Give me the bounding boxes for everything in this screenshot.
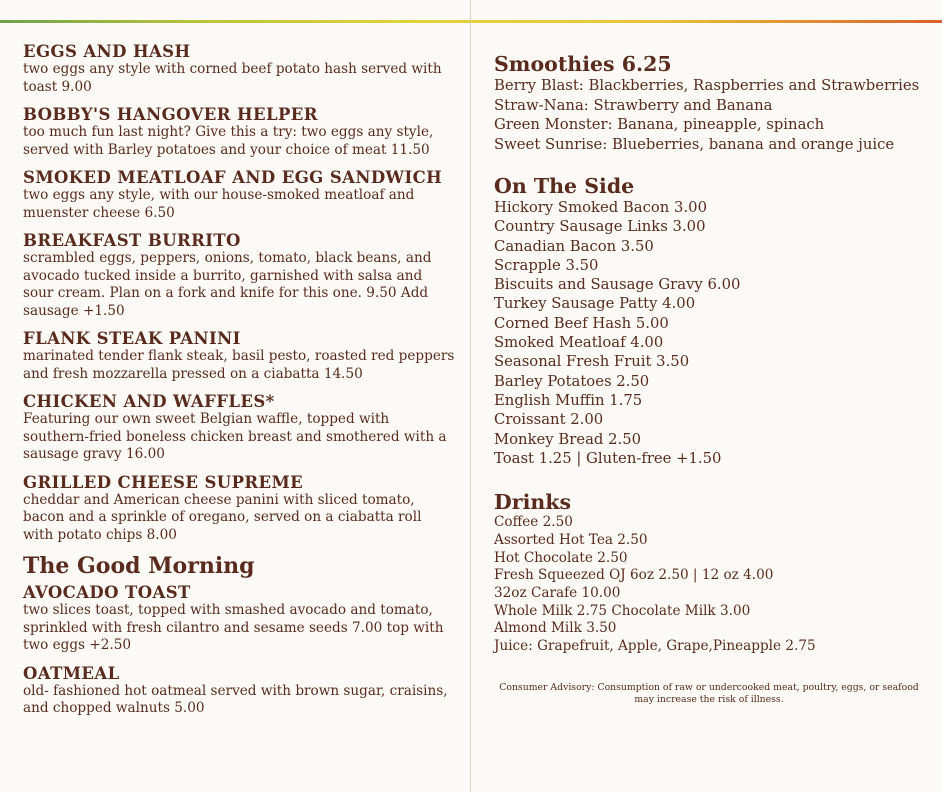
top-color-band xyxy=(0,20,942,23)
item-description: two eggs any style with corned beef potato hash served with toast 9.00 xyxy=(23,61,442,95)
item-description: scrambled eggs, peppers, onions, tomato, black beans, and avocado tucked inside a burrito, garnished with salsa and sour cream. Plan on a fork and knife for this one. 9.50 Add sausage +1.50 xyxy=(23,250,432,319)
spacer xyxy=(494,154,924,174)
item-description: marinated tender flank steak, basil pesto, roasted red peppers and fresh mozzarella pressed on a ciabatta 14.50 xyxy=(23,348,455,382)
menu-item-grilled-cheese xyxy=(23,473,455,545)
item-description: cheddar and American cheese panini with sliced tomato, bacon and a sprinkle of oregano, served on a ciabatta roll with potato chips 8.00 xyxy=(23,491,422,543)
right-column xyxy=(494,52,924,706)
menu-item-avocado-toast xyxy=(23,583,455,655)
side-item: Turkey Sausage Patty 4.00 xyxy=(494,295,696,313)
drink-item: 32oz Carafe 10.00 xyxy=(494,584,621,601)
item-title: EGGS AND HASH xyxy=(23,42,191,61)
item-description: old- fashioned hot oatmeal served with brown sugar, craisins, and chopped walnuts 5.00 xyxy=(23,682,448,716)
drink-item: Hot Chocolate 2.50 xyxy=(494,549,628,566)
item-title: FLANK STEAK PANINI xyxy=(23,329,241,348)
menu-item-chicken-and-waffles xyxy=(23,392,455,464)
menu-item-breakfast-burrito xyxy=(23,231,455,320)
item-title: AVOCADO TOAST xyxy=(23,583,191,602)
menu-item-eggs-and-hash xyxy=(23,42,455,96)
item-title: GRILLED CHEESE SUPREME xyxy=(23,472,304,492)
side-item: English Muffin 1.75 xyxy=(494,391,643,409)
item-title: OATMEAL xyxy=(23,663,120,683)
item-title: SMOKED MEATLOAF AND EGG SANDWICH xyxy=(23,168,443,187)
drink-item: Whole Milk 2.75 Chocolate Milk 3.00 xyxy=(494,602,751,619)
side-item: Scrapple 3.50 xyxy=(494,256,599,274)
side-item: Barley Potatoes 2.50 xyxy=(494,372,650,390)
side-item: Croissant 2.00 xyxy=(494,411,604,429)
drink-item: Coffee 2.50 xyxy=(494,514,573,531)
item-title: BOBBY'S HANGOVER HELPER xyxy=(23,105,318,124)
menu-item-flank-steak-panini xyxy=(23,329,455,383)
side-item: Smoked Meatloaf 4.00 xyxy=(494,334,664,352)
menu-item-meatloaf-sandwich xyxy=(23,168,455,222)
smoothie-item: Straw-Nana: Strawberry and Banana xyxy=(494,96,773,114)
section-title-good-morning: The Good Morning xyxy=(23,553,255,579)
side-item: Corned Beef Hash 5.00 xyxy=(494,314,669,332)
side-item: Biscuits and Sausage Gravy 6.00 xyxy=(494,276,741,294)
drink-item: Almond Milk 3.50 xyxy=(494,620,617,637)
drink-item: Juice: Grapefruit, Apple, Grape,Pineapple 2.75 xyxy=(494,638,816,655)
side-item: Toast 1.25 | Gluten-free +1.50 xyxy=(494,449,722,467)
consumer-advisory: Consumer Advisory: Consumption of raw or undercooked meat, poultry, eggs, or seafood may increase the risk of illness. xyxy=(499,681,919,705)
section-title-on-the-side: On The Side xyxy=(494,174,635,198)
drink-item: Fresh Squeezed OJ 6oz 2.50 | 12 oz 4.00 xyxy=(494,567,774,584)
item-description: too much fun last night? Give this a try: two eggs any style, served with Barley potatoes and your choice of meat 11.50 xyxy=(23,124,434,158)
smoothie-item: Berry Blast: Blackberries, Raspberries and Strawberries xyxy=(494,77,920,94)
smoothie-item: Green Monster: Banana, pineapple, spinach xyxy=(494,116,825,133)
left-column xyxy=(23,42,455,727)
menu-item-hangover-helper xyxy=(23,105,455,159)
item-description: two eggs any style, with our house-smoked meatloaf and muenster cheese 6.50 xyxy=(23,187,415,221)
item-description: two slices toast, topped with smashed avocado and tomato, sprinkled with fresh cilantro and sesame seeds 7.00 top with two eggs +2.50 xyxy=(23,602,444,653)
spacer xyxy=(494,468,924,490)
smoothie-item: Sweet Sunrise: Blueberries, banana and orange juice xyxy=(494,135,895,153)
side-item: Seasonal Fresh Fruit 3.50 xyxy=(494,353,690,371)
item-title: BREAKFAST BURRITO xyxy=(23,231,241,250)
menu-item-oatmeal xyxy=(23,664,455,718)
page-fold-divider xyxy=(470,0,471,792)
side-item: Hickory Smoked Bacon 3.00 xyxy=(494,199,707,216)
item-title: CHICKEN AND WAFFLES* xyxy=(23,392,275,411)
section-title-drinks: Drinks xyxy=(494,490,572,515)
side-item: Canadian Bacon 3.50 xyxy=(494,237,654,255)
side-item: Country Sausage Links 3.00 xyxy=(494,218,706,236)
drink-item: Assorted Hot Tea 2.50 xyxy=(494,531,648,548)
section-title-smoothies: Smoothies 6.25 xyxy=(494,52,672,76)
item-description: Featuring our own sweet Belgian waffle, topped with southern-fried boneless chicken breast and smothered with a sausage gravy 16.00 xyxy=(23,411,447,462)
side-item: Monkey Bread 2.50 xyxy=(494,430,642,448)
